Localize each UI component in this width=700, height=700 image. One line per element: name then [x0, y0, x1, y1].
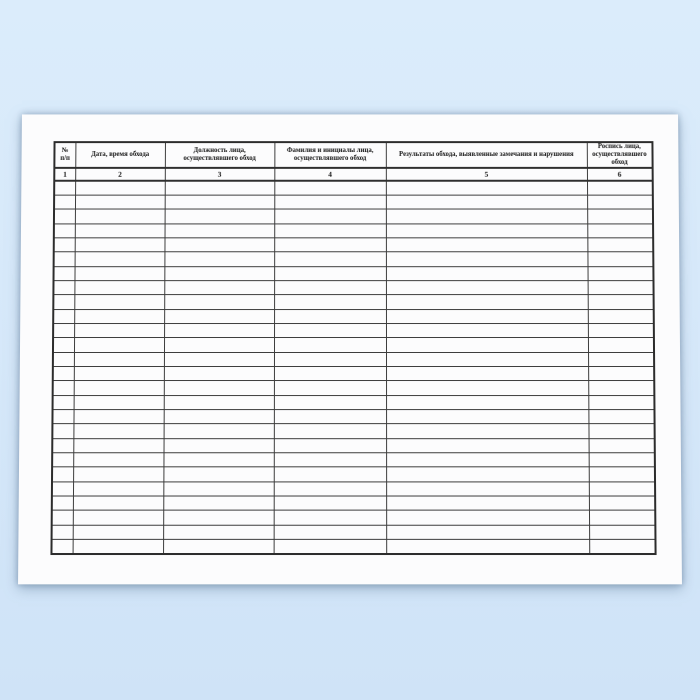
empty-cell	[163, 482, 273, 496]
empty-cell	[53, 352, 74, 366]
empty-cell	[274, 366, 386, 380]
empty-row	[52, 453, 655, 467]
journal-table	[50, 141, 656, 555]
empty-cell	[386, 281, 588, 295]
empty-cell	[53, 309, 74, 323]
empty-cell	[73, 525, 164, 539]
empty-cell	[52, 525, 73, 539]
empty-cell	[52, 410, 73, 424]
empty-cell	[164, 338, 274, 352]
empty-cell	[587, 181, 653, 195]
empty-cell	[54, 209, 75, 223]
empty-row	[54, 195, 653, 209]
empty-cell	[164, 323, 274, 337]
empty-cell	[274, 195, 386, 209]
empty-cell	[589, 539, 655, 553]
empty-cell	[53, 395, 74, 409]
paper-sheet	[18, 114, 682, 584]
empty-cell	[74, 366, 164, 380]
empty-cell	[587, 209, 653, 223]
empty-cell	[74, 309, 164, 323]
empty-cell	[274, 295, 386, 309]
empty-cell	[52, 438, 73, 452]
empty-row	[52, 438, 655, 452]
empty-cell	[386, 295, 588, 309]
empty-cell	[274, 539, 387, 553]
empty-cell	[274, 453, 386, 467]
column-number-4: 4	[274, 168, 386, 181]
empty-cell	[73, 438, 163, 452]
empty-row	[54, 181, 653, 195]
empty-cell	[163, 511, 274, 525]
empty-cell	[386, 424, 588, 438]
empty-row	[52, 525, 656, 539]
empty-cell	[164, 266, 274, 280]
empty-cell	[164, 438, 274, 452]
empty-row	[51, 539, 655, 553]
empty-cell	[386, 381, 588, 395]
empty-row	[53, 352, 654, 366]
column-number-2: 2	[75, 168, 165, 181]
empty-cell	[53, 366, 74, 380]
empty-cell	[386, 223, 587, 237]
table-body	[51, 181, 655, 554]
empty-cell	[386, 309, 588, 323]
empty-cell	[588, 424, 654, 438]
empty-cell	[274, 496, 386, 510]
empty-cell	[274, 209, 386, 223]
empty-row	[53, 366, 654, 380]
empty-cell	[164, 309, 274, 323]
column-number-5: 5	[386, 168, 587, 181]
empty-cell	[164, 366, 274, 380]
empty-cell	[274, 181, 386, 195]
empty-cell	[386, 482, 589, 496]
empty-cell	[386, 252, 588, 266]
empty-cell	[386, 395, 588, 409]
empty-cell	[274, 252, 386, 266]
empty-cell	[274, 424, 386, 438]
empty-cell	[73, 482, 163, 496]
empty-cell	[589, 453, 655, 467]
empty-cell	[164, 424, 274, 438]
col-header-results: Результаты обхода, выявленные замечания и нарушения	[386, 142, 587, 168]
empty-cell	[274, 410, 386, 424]
empty-cell	[588, 352, 654, 366]
empty-row	[53, 281, 653, 295]
empty-cell	[386, 496, 589, 510]
empty-cell	[274, 395, 386, 409]
empty-cell	[52, 482, 73, 496]
empty-cell	[54, 252, 75, 266]
empty-row	[53, 309, 654, 323]
empty-cell	[52, 467, 73, 481]
empty-cell	[75, 195, 165, 209]
empty-row	[53, 323, 654, 337]
empty-cell	[588, 338, 654, 352]
empty-cell	[53, 281, 74, 295]
empty-cell	[73, 496, 163, 510]
empty-row	[53, 381, 655, 395]
empty-cell	[386, 209, 587, 223]
empty-cell	[386, 323, 588, 337]
empty-row	[52, 467, 655, 481]
empty-cell	[165, 181, 275, 195]
empty-cell	[73, 511, 163, 525]
empty-cell	[274, 381, 386, 395]
column-number-3: 3	[165, 168, 275, 181]
empty-row	[52, 511, 656, 525]
empty-cell	[589, 496, 655, 510]
empty-cell	[74, 281, 164, 295]
empty-cell	[73, 424, 163, 438]
empty-cell	[274, 323, 386, 337]
empty-cell	[274, 511, 386, 525]
empty-cell	[274, 338, 386, 352]
empty-cell	[73, 453, 163, 467]
col-header-row-number: № п/п	[54, 142, 75, 168]
empty-cell	[274, 238, 386, 252]
empty-cell	[386, 438, 589, 452]
empty-cell	[54, 181, 75, 195]
empty-cell	[588, 309, 654, 323]
empty-cell	[386, 525, 589, 539]
empty-cell	[163, 496, 273, 510]
column-number-1: 1	[54, 168, 75, 181]
empty-row	[54, 266, 654, 280]
empty-cell	[274, 266, 386, 280]
empty-cell	[589, 511, 655, 525]
empty-cell	[163, 539, 274, 553]
empty-cell	[589, 438, 655, 452]
empty-cell	[163, 453, 273, 467]
empty-cell	[386, 511, 589, 525]
col-header-signature: Роспись лица, осуществлявшего обход	[587, 142, 653, 168]
col-header-position: Должность лица, осуществлявшего обход	[165, 142, 275, 168]
empty-cell	[588, 295, 654, 309]
empty-cell	[386, 338, 588, 352]
empty-cell	[54, 195, 75, 209]
empty-cell	[54, 266, 75, 280]
empty-cell	[588, 410, 654, 424]
empty-row	[54, 238, 654, 252]
empty-cell	[386, 195, 587, 209]
empty-cell	[386, 352, 588, 366]
empty-cell	[52, 496, 73, 510]
empty-cell	[588, 281, 654, 295]
empty-cell	[54, 238, 75, 252]
empty-cell	[588, 381, 654, 395]
empty-cell	[73, 539, 164, 553]
empty-cell	[53, 295, 74, 309]
empty-cell	[587, 252, 653, 266]
empty-cell	[164, 295, 274, 309]
empty-cell	[74, 352, 164, 366]
empty-cell	[74, 323, 164, 337]
empty-cell	[274, 482, 386, 496]
empty-cell	[164, 395, 274, 409]
empty-cell	[75, 209, 165, 223]
empty-row	[53, 295, 653, 309]
empty-cell	[587, 238, 653, 252]
empty-row	[52, 410, 654, 424]
empty-cell	[75, 252, 165, 266]
empty-cell	[164, 238, 274, 252]
empty-cell	[386, 366, 588, 380]
empty-cell	[386, 266, 588, 280]
empty-cell	[53, 323, 74, 337]
empty-row	[54, 223, 653, 237]
empty-cell	[52, 453, 73, 467]
empty-cell	[74, 266, 164, 280]
empty-cell	[164, 281, 274, 295]
col-header-surname-initials: Фамилия и инициалы лица, осуществлявшего обход	[274, 142, 385, 168]
empty-cell	[53, 338, 74, 352]
empty-cell	[75, 238, 165, 252]
empty-cell	[74, 295, 164, 309]
empty-cell	[53, 381, 74, 395]
empty-cell	[74, 381, 164, 395]
empty-cell	[588, 323, 654, 337]
empty-row	[52, 482, 655, 496]
empty-cell	[74, 338, 164, 352]
empty-cell	[75, 223, 165, 237]
empty-row	[53, 338, 654, 352]
empty-cell	[51, 539, 72, 553]
empty-cell	[386, 539, 589, 553]
empty-cell	[163, 467, 273, 481]
empty-row	[54, 209, 653, 223]
empty-cell	[274, 525, 387, 539]
empty-cell	[52, 511, 73, 525]
empty-cell	[75, 181, 165, 195]
empty-cell	[74, 395, 164, 409]
empty-cell	[386, 410, 588, 424]
empty-cell	[274, 281, 386, 295]
empty-cell	[164, 352, 274, 366]
empty-cell	[588, 366, 654, 380]
empty-cell	[164, 410, 274, 424]
table-header	[54, 142, 652, 181]
empty-cell	[589, 467, 655, 481]
empty-cell	[274, 309, 386, 323]
empty-cell	[589, 482, 655, 496]
empty-cell	[274, 223, 386, 237]
empty-row	[53, 395, 655, 409]
empty-cell	[274, 467, 386, 481]
empty-cell	[163, 525, 274, 539]
empty-cell	[164, 381, 274, 395]
empty-cell	[588, 266, 654, 280]
table-header-row	[54, 142, 652, 168]
empty-row	[54, 252, 654, 266]
empty-cell	[165, 195, 275, 209]
empty-cell	[386, 238, 588, 252]
empty-cell	[52, 424, 73, 438]
empty-cell	[165, 223, 275, 237]
empty-cell	[386, 467, 589, 481]
empty-row	[52, 424, 654, 438]
col-header-date-time: Дата, время обхода	[75, 142, 165, 168]
empty-cell	[164, 252, 274, 266]
empty-cell	[386, 453, 589, 467]
column-number-6: 6	[587, 168, 653, 181]
empty-cell	[587, 223, 653, 237]
empty-cell	[386, 181, 587, 195]
column-number-row	[54, 168, 652, 181]
empty-cell	[54, 223, 75, 237]
empty-cell	[274, 352, 386, 366]
empty-cell	[588, 395, 654, 409]
empty-cell	[73, 467, 163, 481]
empty-cell	[589, 525, 655, 539]
empty-cell	[73, 410, 163, 424]
empty-cell	[274, 438, 386, 452]
empty-cell	[587, 195, 653, 209]
empty-cell	[165, 209, 275, 223]
empty-row	[52, 496, 655, 510]
